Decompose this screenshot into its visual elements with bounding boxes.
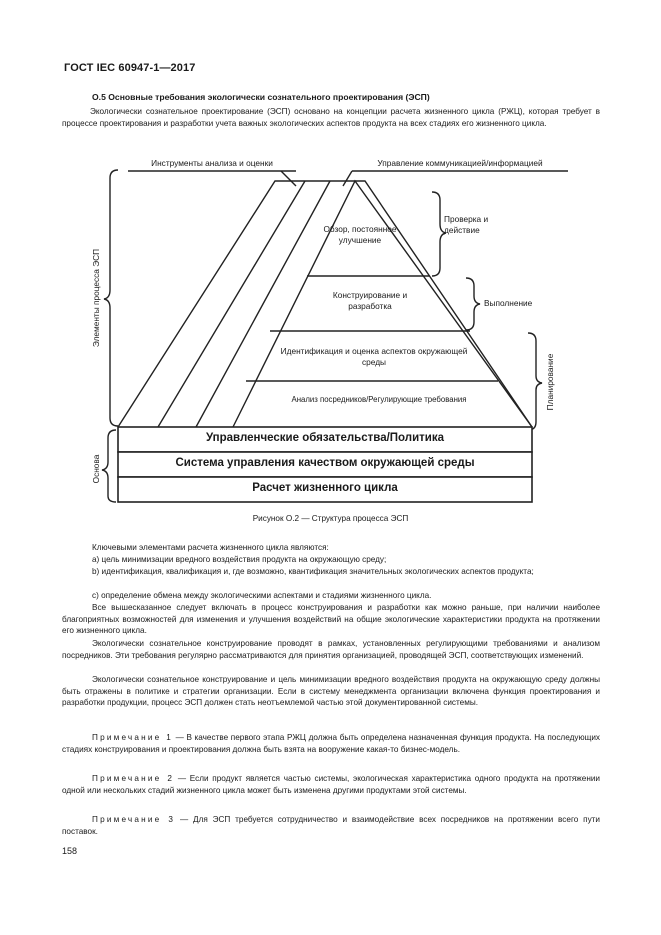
note-3-tag: Примечание 3 [92, 815, 176, 824]
check-act-label: Проверка и действие [444, 214, 489, 235]
analysis-tools-label: Инструменты анализа и оценки [151, 158, 273, 168]
paragraph-3: Экологически сознательное конструирование и цель минимизации вредного воздействия продукта на окружающую среду должны быть отражены в политике и стратегии организации. Если в систему менеджмента организации включена функция проектирования и разработки продукции, процесс ЭСП должен стать неотъемлемой частью этой документированной системы. [62, 675, 600, 708]
paragraph-1: Все вышесказанное следует включать в процесс конструирования и разработки как можно раньше, при наличии наиболее благоприятных возможностей для изменения и улучшения воздействий на общие экологические характеристики продукта на протяжении его жизненного цикла. [62, 603, 600, 636]
level-design: Конструирование и разработка [332, 290, 408, 311]
execute-label: Выполнение [484, 298, 533, 308]
esp-structure-figure [0, 150, 661, 510]
level-review: Обзор, постоянное улучшение [323, 224, 397, 245]
page-number: 158 [62, 846, 78, 856]
standard-header: ГОСТ IEC 60947-1—2017 [64, 62, 196, 74]
section-title: О.5 Основные требования экологически сознательного проектирования (ЭСП) [92, 92, 430, 102]
paragraph-2: Экологически сознательное конструирование проводят в рамках, установленных регулирующими требованиями и анализом посредников. Эти требования регулярно рассматриваются для принятия организацией, проводящей ЭСП, соответствующих изменений. [62, 639, 600, 660]
note-2-tag: Примечание 2 [92, 774, 175, 783]
intro-paragraph: Экологически сознательное проектирование (ЭСП) основано на концепции расчета жизненного цикла (РЖЦ), которая требует в процессе проектирования и разработки учета важных экологических аспектов продукта на всех стадиях его жизненного цикла. [62, 107, 600, 128]
note-2 [62, 773, 600, 796]
planning-label: Планирование [545, 353, 555, 411]
list-intro: Ключевыми элементами расчета жизненного цикла являются: [92, 543, 329, 552]
communication-management-label: Управление коммуникацией/информацией [377, 158, 543, 168]
figure-caption: Рисунок О.2 — Структура процесса ЭСП [252, 514, 409, 523]
level-identification: Идентификация и оценка аспектов окружающей среды [280, 346, 468, 367]
note-1 [62, 732, 600, 755]
note-1-tag: Примечание 1 [92, 733, 173, 742]
note-1-text: — В качестве первого этапа РЖЦ должна быть определена назначенная функция продукта. На последующих стадиях конструирования и проектирования должна быть взята на вооружение какая-то бизнес-модель. [62, 733, 600, 754]
base-bar-lca: Расчет жизненного цикла [252, 482, 398, 494]
level-analysis: Анализ посредников/Регулирующие требования [291, 395, 467, 404]
process-elements-label: Элементы процесса ЭСП [91, 248, 101, 348]
note-2-text: — Если продукт является частью системы, экологическая характеристика одного продукта на протяжении одной или нескольких стадий жизненного цикла может быть изменена другими продуктами этой системы. [62, 774, 601, 795]
note-3 [62, 814, 600, 837]
note-3-text: — Для ЭСП требуется сотрудничество и взаимодействие всех посредников на протяжении всего пути поставок. [62, 815, 600, 836]
base-bar-policy: Управленческие обязательства/Политика [205, 432, 445, 444]
foundation-label: Основа [91, 454, 101, 484]
base-bar-ems: Система управления качеством окружающей среды [175, 457, 475, 469]
list-item-b: b) идентификация, квалификация и, где возможно, квантификация значительных экологических аспектов продукта; [92, 567, 534, 576]
list-item-c: с) определение обмена между экологическими аспектами и стадиями жизненного цикла. [92, 591, 432, 600]
list-item-a: а) цель минимизации вредного воздействия продукта на окружающую среду; [92, 555, 387, 564]
